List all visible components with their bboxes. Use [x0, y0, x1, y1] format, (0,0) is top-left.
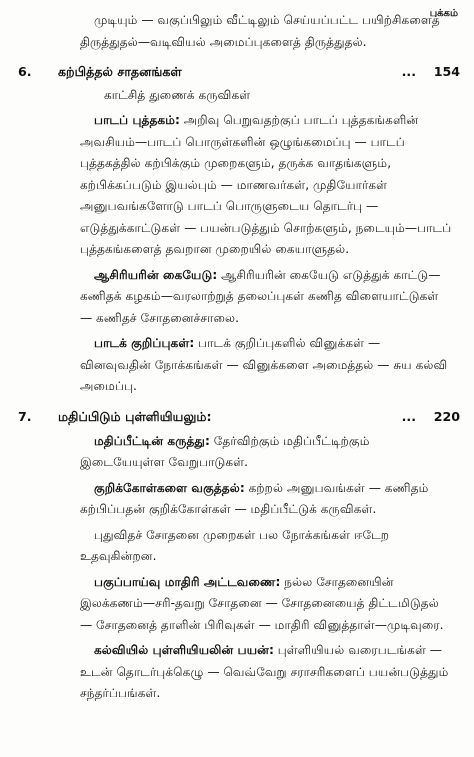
paragraph-text: பாடக் குறிப்புகளில் வினுக்கள் — வினவுவதின் நோக்கங்கள் — வினுக்களை அமைத்தல் — சுய கல்வி அமைப்பு.	[80, 336, 448, 393]
leader-dots: ...	[401, 408, 416, 424]
paragraph-label: பகுப்பாய்வு மாதிரி அட்டவணை:	[94, 574, 281, 589]
section-7-heading	[18, 406, 460, 427]
page-header-label: பக்கம்	[429, 8, 458, 19]
section-7-paragraph-2	[80, 478, 454, 521]
paragraph-label: மதிப்பீட்டின் கருத்து:	[94, 433, 210, 448]
leader-dots: ...	[401, 64, 416, 79]
section-title: மதிப்பிடும் புள்ளியியலும்:	[58, 408, 212, 424]
paragraph-label: குறிக்கோள்களை வகுத்தல்:	[94, 480, 245, 495]
section-6-paragraph-1	[80, 110, 454, 261]
section-6-paragraph-2	[80, 265, 454, 330]
paragraph-text: கற்றல் அனுபவங்கள் — கணிதம் கற்பிப்பதன் குறிக்கோள்கள் — மதிப்பீட்டுக் கருவிகள்.	[80, 480, 429, 516]
section-title: கற்பித்தல் சாதனங்கள்	[58, 64, 182, 79]
section-number: 7.	[18, 408, 32, 424]
section-7-paragraph-4	[80, 572, 454, 637]
paragraph-label: ஆசிரியரின் கையேடு:	[94, 267, 218, 282]
paragraph-text: தேர்விற்கும் மதிப்பீட்டிற்கும் இடையேயுள்ள வேறுபாடுகள்.	[80, 433, 370, 469]
paragraph-text: ஆசிரியரின் கையேடு எடுத்துக் காட்டு—கணிதக் கழகம்—வரலாற்றுத் தலைப்புகள் கணித விளையாட்டுகள் — கணிதச் சோதனைச்சாலை.	[80, 267, 441, 325]
paragraph-label: பாடக் குறிப்புகள்:	[94, 336, 195, 350]
paragraph-text: நல்ல சோதனையின் இலக்கணம்—சரி-தவறு சோதனை — சோதனையைத் திட்டமிடுதல் — சோதனைத் தாளின் பிரிவுகள் — மாதிரி வினுத்தாள்—முடிவுரை.	[80, 574, 444, 632]
section-page-number: 220	[433, 408, 460, 424]
section-number: 6.	[18, 64, 32, 79]
section-6-heading	[18, 61, 460, 82]
top-paragraph: முடியும் — வகுப்பிலும் வீட்டிலும் செய்யப்பட்ட பயிற்சிகளைத் திருத்துதல்—வடிவியல் அமைப்புகளைத் திருத்துதல்.	[80, 13, 440, 49]
paragraph-text: அறிவு பெறுவதற்குப் பாடப் புத்தகங்களின் அவசியம்—பாடப் பொருள்களின் ஒழுங்கமைப்பு — பாடப் புத்தகத்தில் கற்பிக்கும் முறைகளும், தருக்க வாதங்களும், கற்பிக்கப்படும் இயல்பும் — மாணவர்கள், முதியோர்கள் அனுபவங்களோடு பாடப் பொருளுடைய தொடர்பு — எடுத்துக்காட்டுகள் — பயன்படுத்தும் சொற்களும், நடையும்—பாடப் புத்தகங்களைத் தவறான முறையில் கையாளுதல்.	[80, 113, 452, 256]
section-page-number: 154	[433, 64, 460, 79]
paragraph-label: கல்வியில் புள்ளியியலின் பயன்:	[94, 643, 274, 657]
section-7-paragraph-1	[80, 431, 454, 474]
section-6-paragraph-3	[80, 333, 454, 398]
paragraph-text: புதுவிதச் சோதனை முறைகள் பல நோக்கங்கள் ஈடேற உதவுகின்றன.	[80, 527, 390, 563]
section-7-paragraph-5	[80, 640, 454, 705]
paragraph-text: புள்ளியியல் வரைபடங்கள் — உடன் தொடர்புக்கெழு — வெவ்வேறு சராசரிகளைப் பயன்படுத்தும் சந்தர்ப்பங்கள்.	[80, 643, 449, 700]
section-7-paragraph-3	[80, 525, 454, 568]
section-6-subheading: காட்சித் துணைக் கருவிகள்	[104, 88, 251, 102]
paragraph-label: பாடப் புத்தகம்:	[94, 113, 180, 127]
